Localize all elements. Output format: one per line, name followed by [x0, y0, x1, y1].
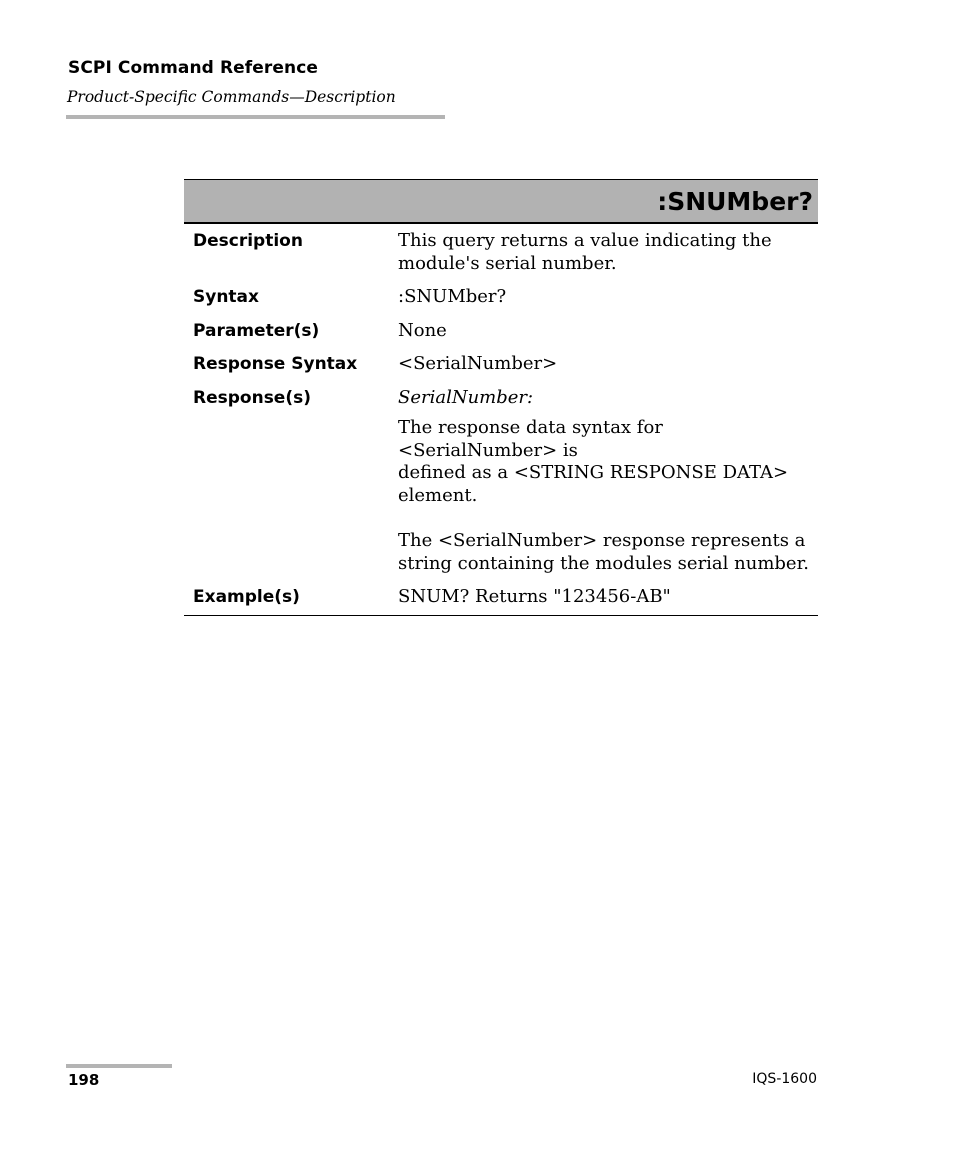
- syntax-label: Syntax: [193, 287, 259, 307]
- description-value: [398, 230, 814, 275]
- response-para1-line: defined as a <STRING RESPONSE DATA>: [398, 462, 789, 483]
- response-para1-line: element.: [398, 484, 478, 506]
- parameters-value: None: [398, 319, 447, 341]
- syntax-value: :SNUMber?: [398, 286, 507, 307]
- row-responses: [184, 387, 818, 576]
- command-rows: [184, 224, 818, 616]
- command-name: :SNUMber?: [657, 186, 813, 216]
- examples-value: SNUM? Returns "123456-AB": [398, 586, 671, 607]
- row-examples: [184, 586, 818, 609]
- response-syntax-value: <SerialNumber>: [398, 353, 558, 374]
- examples-label: Example(s): [193, 587, 300, 607]
- header-rule: [66, 115, 445, 119]
- row-parameters: [184, 320, 818, 343]
- running-header-title: SCPI Command Reference: [68, 58, 319, 78]
- running-header-subtitle: Product-Specific Commands—Description: [67, 88, 396, 106]
- command-title-bar: [184, 179, 818, 224]
- response-syntax-label: Response Syntax: [193, 354, 358, 374]
- response-para2-line: The <SerialNumber> response represents a: [398, 530, 806, 551]
- responses-label: Response(s): [193, 387, 311, 408]
- response-para1-line: The response data syntax for <SerialNumber> is: [398, 417, 663, 461]
- parameters-label: Parameter(s): [193, 320, 320, 341]
- description-line: module's serial number.: [398, 252, 617, 274]
- response-param-name: SerialNumber:: [398, 386, 534, 408]
- description-line: This query returns a value indicating the: [398, 230, 772, 251]
- row-response-syntax: [184, 353, 818, 376]
- row-description: [184, 230, 818, 275]
- page-number: 198: [68, 1071, 100, 1089]
- command-table: [184, 179, 818, 616]
- response-para2-line: string containing the modules serial number.: [398, 552, 809, 574]
- responses-value: [398, 387, 814, 576]
- description-label: Description: [193, 231, 303, 251]
- footer-rule: [66, 1064, 172, 1068]
- row-syntax: [184, 286, 818, 309]
- product-name: IQS-1600: [752, 1071, 817, 1087]
